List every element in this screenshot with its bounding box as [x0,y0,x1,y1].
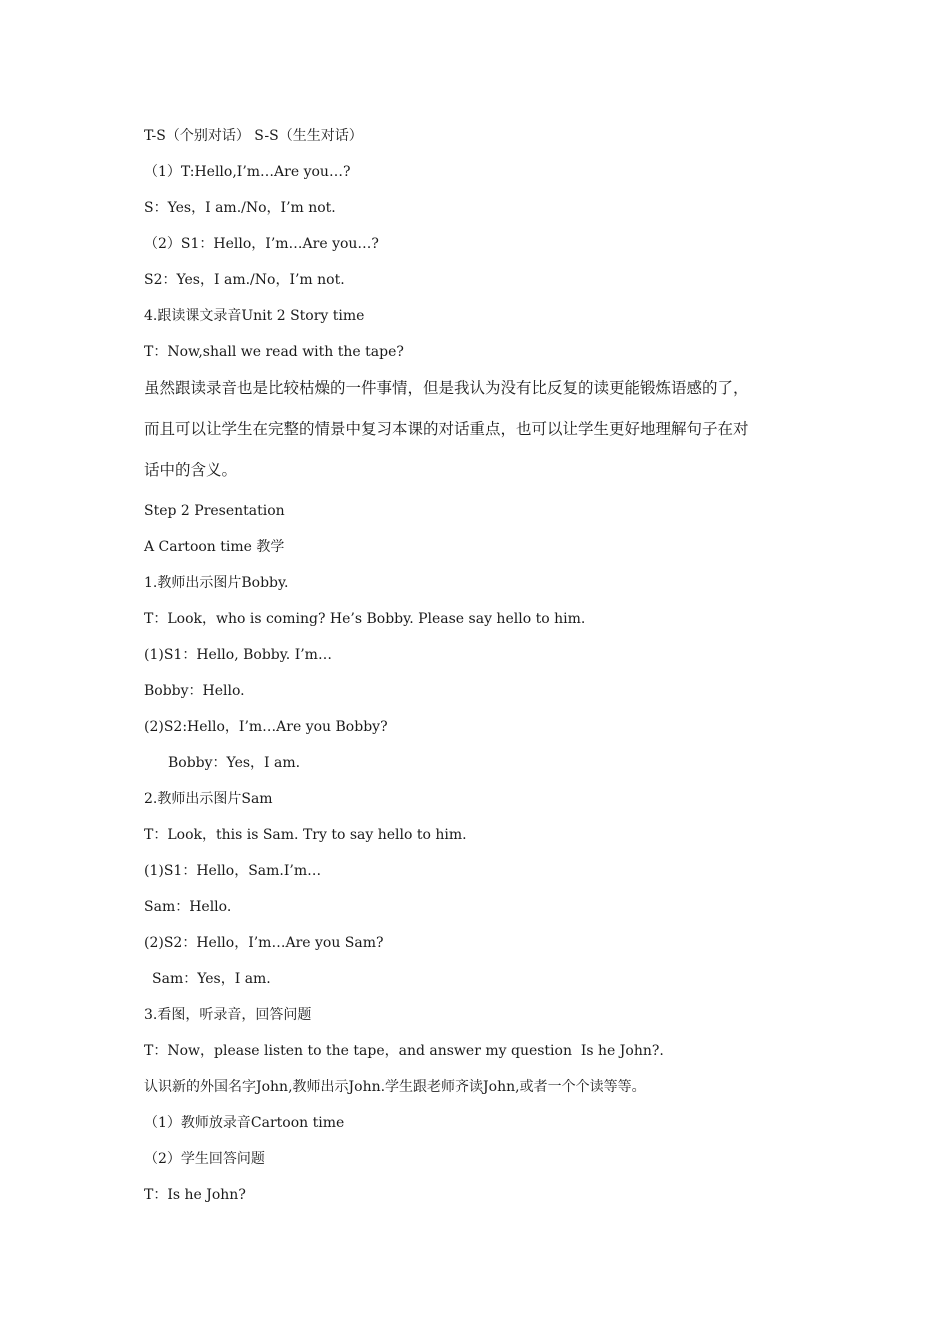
paragraph-line-3: 话中的含义。 [144,461,238,479]
paragraph-line-1: 虽然跟读录音也是比较枯燥的一件事情，但是我认为没有比反复的读更能锻炼语感的了， [144,379,749,397]
text-line-23: (2)S2：Hello，I’m…Are you Sam? [144,935,384,951]
text-line-18: Bobby：Yes，I am. [168,755,301,771]
text-line-17: (2)S2:Hello，I’m…Are you Bobby? [144,719,388,735]
text-line-5: S2：Yes，I am./No，I’m not. [144,272,345,288]
text-line-22: Sam：Hello. [144,899,232,915]
text-line-26: T：Now，please listen to the tape，and answer my question Is he John?. [144,1043,664,1059]
text-line-16: Bobby：Hello. [144,683,245,699]
text-line-20: T：Look，this is Sam. Try to say hello to him. [144,827,467,843]
text-line-4: （2）S1：Hello，I’m…Are you…? [144,236,379,252]
text-line-1: T-S（个别对话） S-S（生生对话） [144,128,363,144]
text-line-30: T：Is he John? [144,1187,246,1203]
paragraph-line-2: 而且可以让学生在完整的情景中复习本课的对话重点，也可以让学生更好地理解句子在对 [144,420,749,438]
text-line-25: 3.看图，听录音，回答问题 [144,1007,312,1023]
section-heading-step-2: Step 2 Presentation [144,503,285,519]
text-line-28: （1）教师放录音Cartoon time [144,1115,345,1131]
text-line-27: 认识新的外国名字John,教师出示John.学生跟老师齐读John,或者一个个读等等。 [144,1079,646,1095]
subsection-heading: A Cartoon time 教学 [144,539,285,555]
text-line-19: 2.教师出示图片Sam [144,791,273,807]
text-line-6: 4.跟读课文录音Unit 2 Story time [144,308,365,324]
text-line-15: (1)S1：Hello, Bobby. I’m… [144,647,332,663]
text-line-7: T：Now,shall we read with the tape? [144,344,404,360]
text-line-2: （1）T:Hello,I’m…Are you…? [144,164,351,180]
text-line-24: Sam：Yes，I am. [152,971,271,987]
document-body [144,124,824,1219]
text-line-29: （2）学生回答问题 [144,1151,265,1167]
text-line-14: T：Look，who is coming? He’s Bobby. Please say hello to him. [144,611,586,627]
text-line-13: 1.教师出示图片Bobby. [144,575,289,591]
text-line-3: S：Yes，I am./No，I’m not. [144,200,336,216]
text-line-21: (1)S1：Hello，Sam.I’m… [144,863,322,879]
